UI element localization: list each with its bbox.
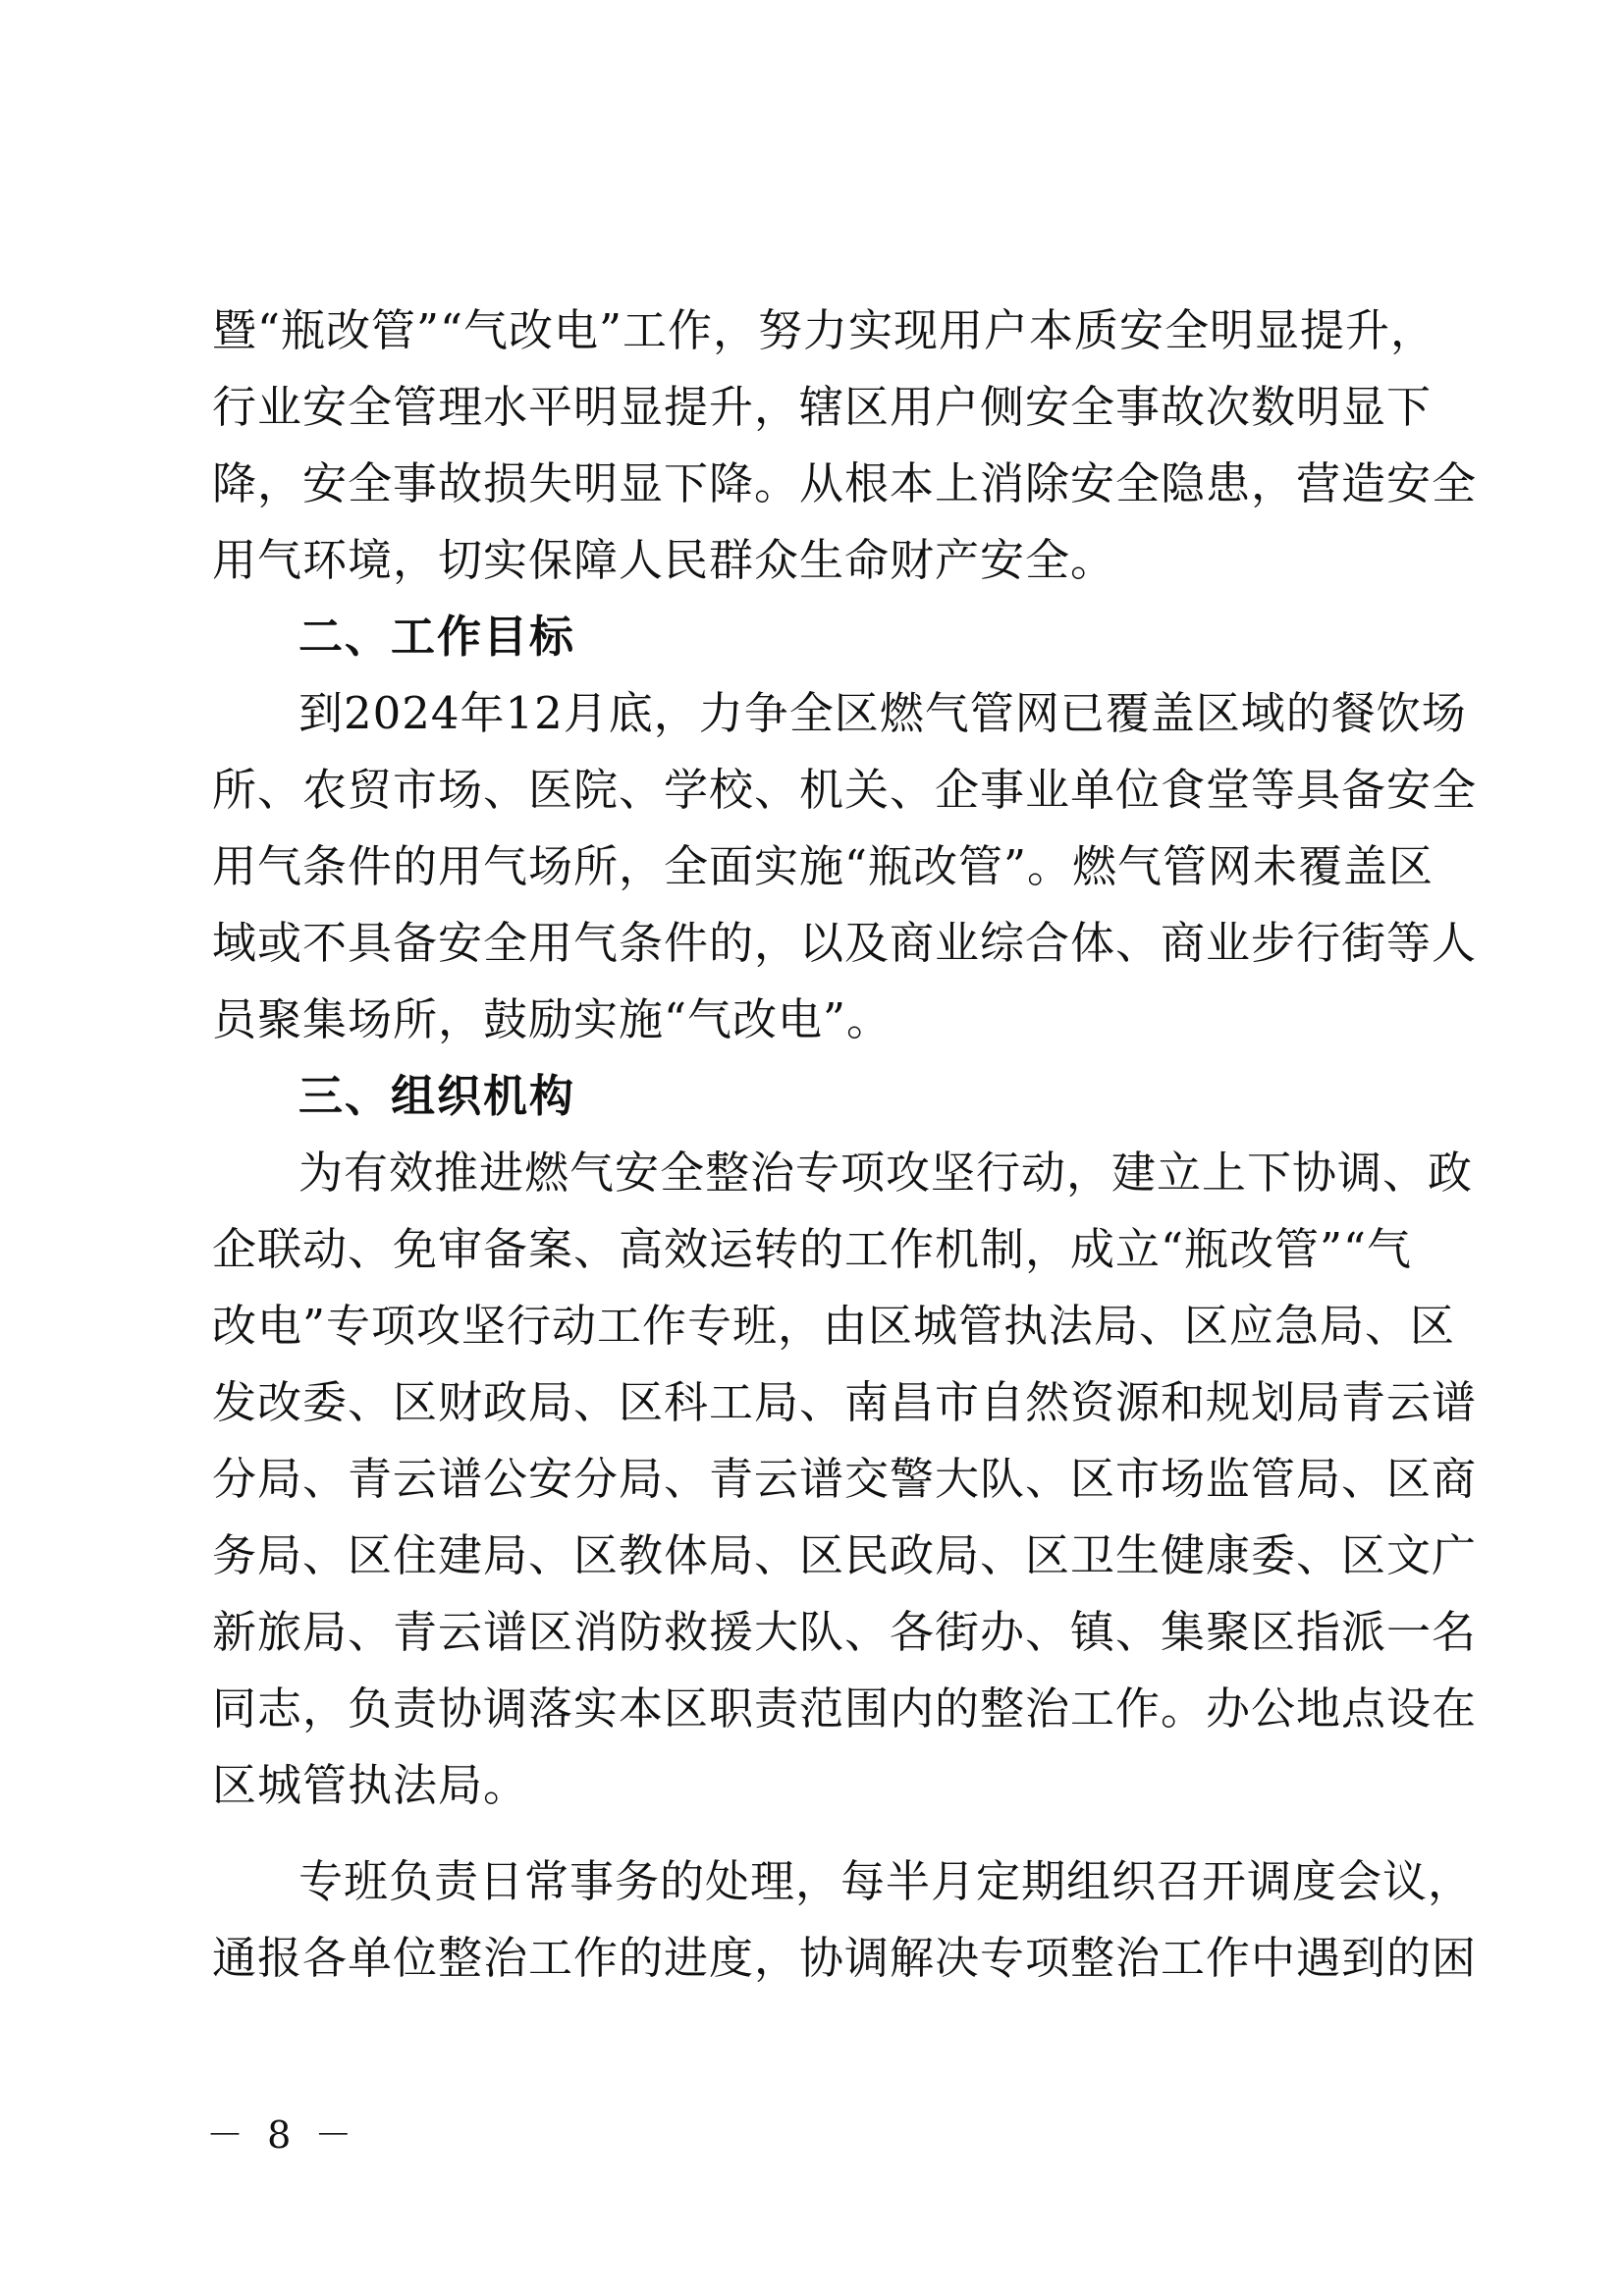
- text-line: 域或不具备安全用气条件的，以及商业综合体、商业步行街等人: [212, 917, 1478, 969]
- document-body: [212, 293, 1478, 1997]
- text-line: 企联动、免审备案、高效运转的工作机制，成立“瓶改管”“气: [212, 1223, 1413, 1275]
- text-line: 通报各单位整治工作的进度，协调解决专项整治工作中遇到的困: [212, 1932, 1478, 1984]
- text-line: 区城管执法局。: [212, 1759, 529, 1811]
- paragraph-spacer: [212, 1824, 1424, 1843]
- text-line: 暨“瓶改管”“气改电”工作，努力实现用户本质安全明显提升，: [212, 304, 1436, 356]
- text-line: 行业安全管理水平明显提升，辖区用户侧安全事故次数明显下: [212, 381, 1433, 433]
- text-line: 所、农贸市场、医院、学校、机关、企事业单位食堂等具备安全: [212, 764, 1478, 816]
- text-line: 为有效推进燃气安全整治专项攻坚行动，建立上下协调、政: [298, 1147, 1474, 1199]
- text-line: 新旅局、青云谱区消防救援大队、各街办、镇、集聚区指派一名: [212, 1606, 1478, 1658]
- text-line: 员聚集场所，鼓励实施“气改电”。: [212, 993, 893, 1045]
- text-line: 同志，负责协调落实本区职责范围内的整治工作。办公地点设在: [212, 1682, 1478, 1735]
- text-line: 分局、青云谱公安分局、青云谱交警大队、区市场监管局、区商: [212, 1453, 1478, 1505]
- text-line: 到2024年12月底，力争全区燃气管网已覆盖区域的餐饮场: [298, 687, 1467, 739]
- text-line: 发改委、区财政局、区科工局、南昌市自然资源和规划局青云谱: [212, 1376, 1478, 1428]
- text-line: 专班负责日常事务的处理，每半月定期组织召开调度会议，: [298, 1855, 1474, 1907]
- text-line: 用气条件的用气场所，全面实施“瓶改管”。燃气管网未覆盖区: [212, 840, 1435, 892]
- section-heading-goals: 二、工作目标: [298, 611, 576, 663]
- text-line: 降，安全事故损失明显下降。从根本上消除安全隐患，营造安全: [212, 457, 1478, 509]
- text-line: 改电”专项攻坚行动工作专班，由区城管执法局、区应急局、区: [212, 1300, 1456, 1352]
- text-line: 用气环境，切实保障人民群众生命财产安全。: [212, 534, 1116, 586]
- section-heading-organization: 三、组织机构: [298, 1070, 576, 1122]
- page-number: － 8 －: [206, 2113, 358, 2157]
- text-line: 务局、区住建局、区教体局、区民政局、区卫生健康委、区文广: [212, 1529, 1478, 1581]
